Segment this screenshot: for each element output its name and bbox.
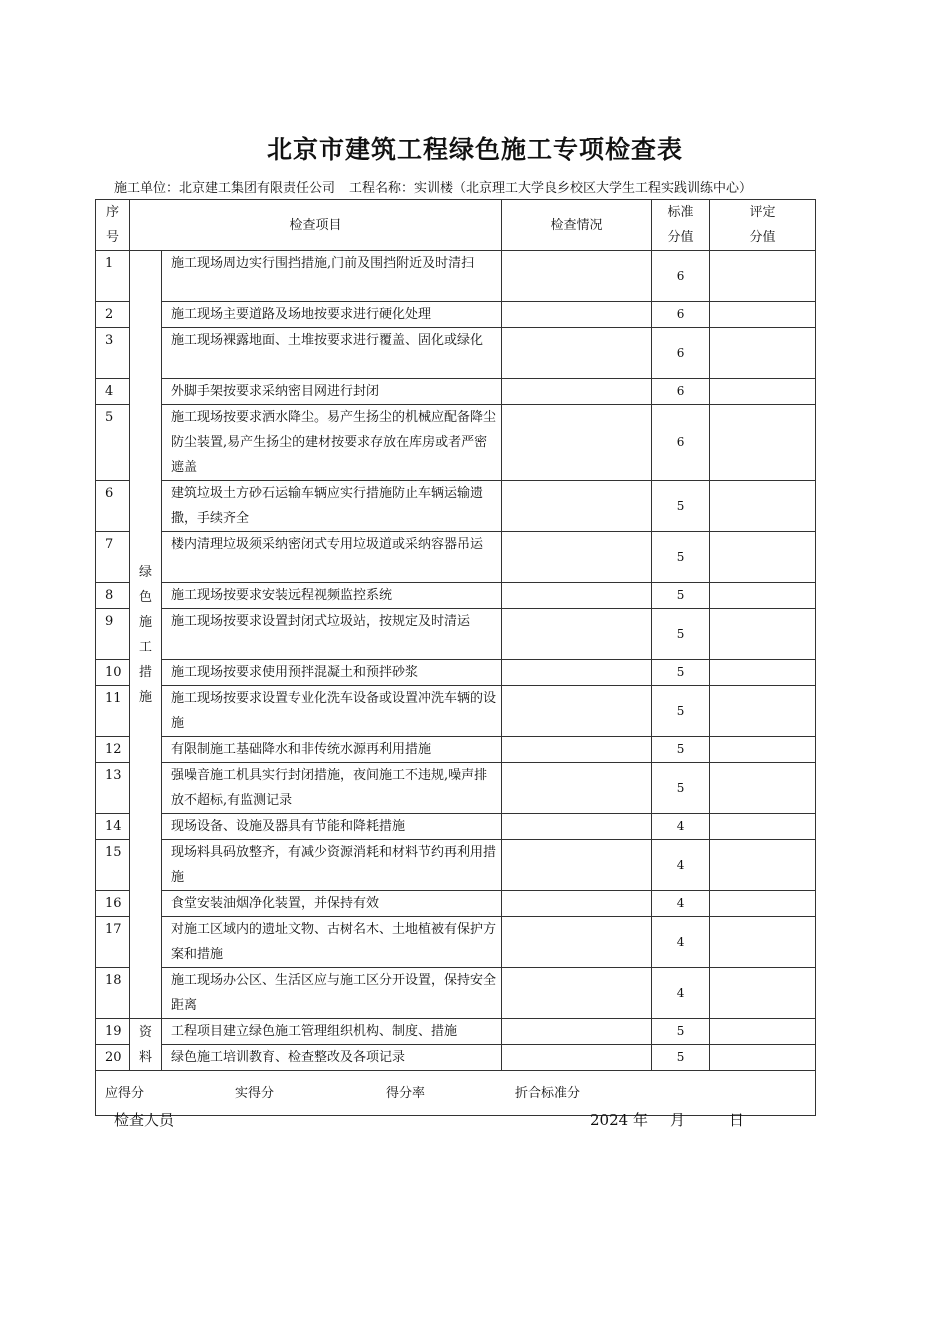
category-char: 施 [138,614,152,630]
table-row [96,840,816,891]
row-score-cell[interactable] [710,379,816,405]
footer-converted-label: 折合标准分 [515,1086,581,1101]
project-label: 工程名称： [349,181,415,196]
row-number: 5 [96,405,130,481]
row-standard-score: 4 [652,917,710,968]
table-row [96,968,816,1019]
category-label [139,1020,153,1070]
row-item: 施工现场主要道路及场地按要求进行硬化处理 [162,302,502,328]
row-check-cell[interactable] [502,968,652,1019]
unit-label: 施工单位： [114,181,180,196]
row-standard-score: 5 [652,1045,710,1071]
category-char: 工 [138,639,152,655]
table-row [96,1045,816,1071]
table-row [96,1019,816,1045]
table-row [96,814,816,840]
row-check-cell[interactable] [502,686,652,737]
row-number: 12 [96,737,130,763]
row-check-cell[interactable] [502,583,652,609]
table-row [96,686,816,737]
table-row [96,328,816,379]
row-item: 强噪音施工机具实行封闭措施，夜间施工不违规,噪声排放不超标,有监测记录 [162,763,502,814]
table-row [96,302,816,328]
row-item: 有限制施工基础降水和非传统水源再利用措施 [162,737,502,763]
row-score-cell[interactable] [710,660,816,686]
row-number: 7 [96,532,130,583]
row-number: 11 [96,686,130,737]
row-standard-score: 6 [652,251,710,302]
header-row [96,200,816,251]
row-score-cell[interactable] [710,968,816,1019]
header-no-line2: 号 [105,230,119,245]
row-check-cell[interactable] [502,609,652,660]
meta-line [114,177,752,196]
row-check-cell[interactable] [502,891,652,917]
footer-should-label: 应得分 [105,1086,145,1101]
row-score-cell[interactable] [710,609,816,660]
row-number: 15 [96,840,130,891]
category-char: 绿 [138,564,152,580]
row-number: 3 [96,328,130,379]
row-number: 9 [96,609,130,660]
row-standard-score: 5 [652,737,710,763]
row-standard-score: 5 [652,532,710,583]
row-item: 施工现场按要求设置专业化洗车设备或设置冲洗车辆的设施 [162,686,502,737]
header-score-line2: 分值 [749,230,776,245]
table-row [96,609,816,660]
row-item: 施工现场按要求设置封闭式垃圾站，按规定及时清运 [162,609,502,660]
sign-year: 2024 年 [590,1111,648,1129]
category-char: 施 [138,689,152,705]
row-check-cell[interactable] [502,1045,652,1071]
row-score-cell[interactable] [710,328,816,379]
header-std [652,200,710,251]
category-char: 色 [138,589,152,605]
table-row [96,737,816,763]
row-item: 施工现场办公区、生活区应与施工区分开设置，保持安全距离 [162,968,502,1019]
row-standard-score: 5 [652,609,710,660]
row-score-cell[interactable] [710,532,816,583]
row-item: 施工现场按要求安装远程视频监控系统 [162,583,502,609]
row-score-cell[interactable] [710,840,816,891]
table-row [96,481,816,532]
row-standard-score: 5 [652,686,710,737]
row-score-cell[interactable] [710,481,816,532]
header-std-line2: 分值 [667,230,694,245]
row-number: 8 [96,583,130,609]
row-item: 外脚手架按要求采纳密目网进行封闭 [162,379,502,405]
row-check-cell[interactable] [502,840,652,891]
header-item: 检查项目 [130,200,502,251]
row-score-cell[interactable] [710,686,816,737]
row-standard-score: 6 [652,379,710,405]
page-title: 北京市建筑工程绿色施工专项检查表 [266,135,683,164]
row-number: 4 [96,379,130,405]
row-item: 绿色施工培训教育、检查整改及各项记录 [162,1045,502,1071]
category-documents [130,1019,162,1071]
row-score-cell[interactable] [710,251,816,302]
row-score-cell[interactable] [710,583,816,609]
row-standard-score: 4 [652,814,710,840]
table-row [96,917,816,968]
row-standard-score: 4 [652,891,710,917]
row-check-cell[interactable] [502,737,652,763]
row-standard-score: 5 [652,660,710,686]
category-label [139,560,153,710]
row-standard-score: 4 [652,968,710,1019]
row-score-cell[interactable] [710,1019,816,1045]
row-check-cell[interactable] [502,1019,652,1045]
row-number: 6 [96,481,130,532]
table-row [96,891,816,917]
category-green-measures [130,251,162,1019]
row-score-cell[interactable] [710,917,816,968]
table-row [96,405,816,481]
row-standard-score: 4 [652,840,710,891]
row-check-cell[interactable] [502,251,652,302]
row-number: 20 [96,1045,130,1071]
row-standard-score: 5 [652,481,710,532]
inspector-label: 检查人员 [114,1111,175,1129]
footer-cell [96,1071,816,1116]
footer-actual-label: 实得分 [235,1086,275,1101]
row-check-cell[interactable] [502,379,652,405]
row-standard-score: 5 [652,763,710,814]
row-item: 建筑垃圾土方砂石运输车辆应实行措施防止车辆运输遗撒，手续齐全 [162,481,502,532]
row-score-cell[interactable] [710,891,816,917]
row-check-cell[interactable] [502,481,652,532]
row-number: 18 [96,968,130,1019]
category-char: 资 [138,1024,152,1040]
row-score-cell[interactable] [710,302,816,328]
row-number: 19 [96,1019,130,1045]
row-check-cell[interactable] [502,814,652,840]
row-check-cell[interactable] [502,763,652,814]
table-row [96,583,816,609]
row-check-cell[interactable] [502,405,652,481]
row-standard-score: 6 [652,328,710,379]
row-check-cell[interactable] [502,328,652,379]
row-item: 现场设备、设施及器具有节能和降耗措施 [162,814,502,840]
category-char: 措 [138,664,152,680]
header-no-line1: 序 [105,205,119,220]
row-number: 1 [96,251,130,302]
category-char: 料 [138,1049,152,1065]
row-item: 施工现场周边实行围挡措施,门前及围挡附近及时清扫 [162,251,502,302]
row-item: 工程项目建立绿色施工管理组织机构、制度、措施 [162,1019,502,1045]
row-item: 施工现场按要求洒水降尘。易产生扬尘的机械应配备降尘防尘装置,易产生扬尘的建材按要求存放在库房或者严密遮盖 [162,405,502,481]
row-score-cell[interactable] [710,405,816,481]
inspection-table [95,199,816,1116]
row-standard-score: 5 [652,583,710,609]
row-number: 13 [96,763,130,814]
footer-row [96,1071,816,1116]
row-item: 对施工区域内的遗址文物、古树名木、土地植被有保护方案和措施 [162,917,502,968]
row-check-cell[interactable] [502,660,652,686]
row-item: 施工现场裸露地面、土堆按要求进行覆盖、固化或绿化 [162,328,502,379]
table-row [96,763,816,814]
row-check-cell[interactable] [502,302,652,328]
row-item: 楼内清理垃圾须采纳密闭式专用垃圾道或采纳容器吊运 [162,532,502,583]
sign-day: 日 [729,1111,745,1129]
table-row [96,379,816,405]
row-standard-score: 6 [652,405,710,481]
row-number: 10 [96,660,130,686]
unit-value: 北京建工集团有限责任公司 [179,181,336,196]
row-number: 17 [96,917,130,968]
row-standard-score: 6 [652,302,710,328]
row-number: 14 [96,814,130,840]
row-score-cell[interactable] [710,737,816,763]
row-score-cell[interactable] [710,1045,816,1071]
row-number: 2 [96,302,130,328]
row-score-cell[interactable] [710,814,816,840]
header-score [710,200,816,251]
row-item: 施工现场按要求使用预拌混凝土和预拌砂浆 [162,660,502,686]
row-check-cell[interactable] [502,917,652,968]
table-row [96,660,816,686]
header-check: 检查情况 [502,200,652,251]
row-number: 16 [96,891,130,917]
header-score-line1: 评定 [749,205,776,220]
project-value: 实训楼（北京理工大学良乡校区大学生工程实践训练中心） [414,181,753,196]
header-std-line1: 标准 [667,205,694,220]
table-row [96,251,816,302]
sign-month: 月 [670,1111,686,1129]
table-row [96,532,816,583]
footer-rate-label: 得分率 [386,1086,426,1101]
row-score-cell[interactable] [710,763,816,814]
row-standard-score: 5 [652,1019,710,1045]
row-item: 食堂安装油烟净化装置，并保持有效 [162,891,502,917]
row-item: 现场料具码放整齐，有减少资源消耗和材料节约再利用措施 [162,840,502,891]
header-no [96,200,130,251]
row-check-cell[interactable] [502,532,652,583]
